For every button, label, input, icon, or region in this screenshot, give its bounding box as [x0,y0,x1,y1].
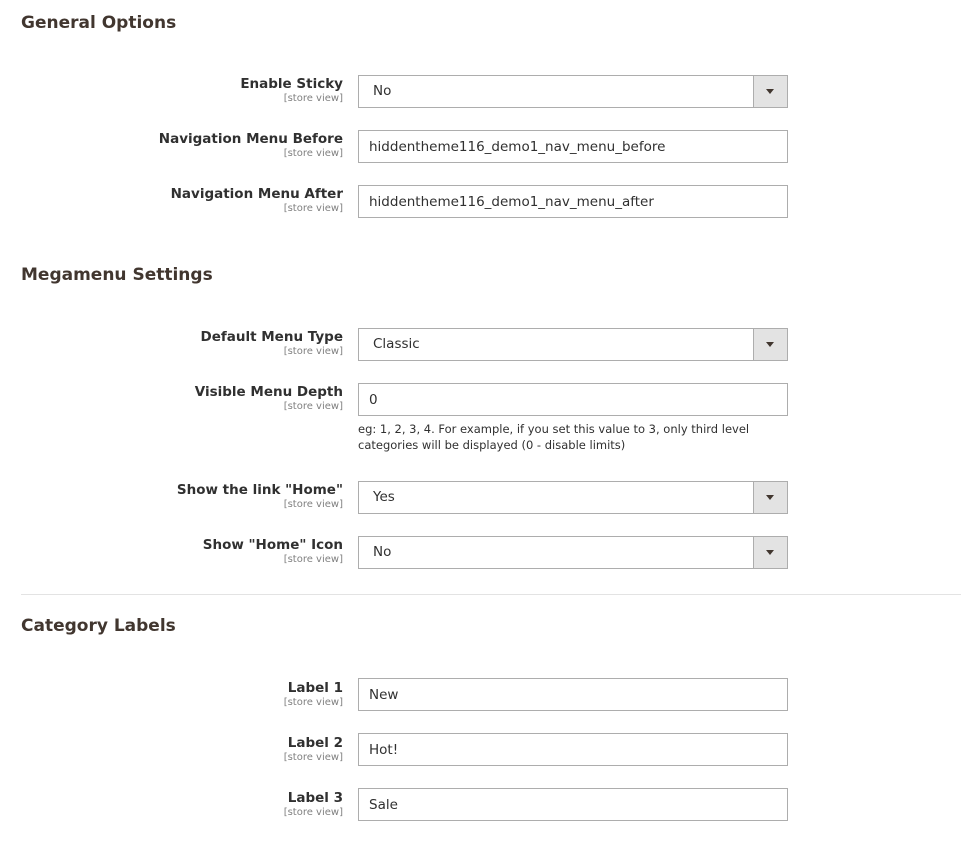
enable-sticky-label [240,76,343,105]
scope-label: [store view] [283,148,343,159]
visible-menu-depth-input[interactable] [358,383,788,416]
select-value: No [373,544,392,560]
label-3-input[interactable] [358,788,788,821]
scope-label: [store view] [283,346,343,357]
field-label-text: Visible Menu Depth [194,384,343,400]
section-title-category-labels: Category Labels [21,616,176,636]
field-label-text: Label 3 [287,790,343,806]
show-home-link-label [177,482,343,511]
field-label-text: Default Menu Type [200,329,343,345]
nav-menu-after-label [171,186,343,215]
section-title-megamenu-settings: Megamenu Settings [21,265,213,285]
label-3-label [284,790,343,819]
field-label-text: Enable Sticky [240,76,343,92]
section-title-general-options: General Options [21,13,177,33]
dropdown-toggle[interactable] [753,537,787,568]
nav-menu-before-input[interactable] [358,130,788,163]
label-1-label [284,680,343,709]
field-label-text: Label 2 [287,735,343,751]
chevron-down-icon [766,89,774,94]
default-menu-type-select[interactable] [358,328,788,361]
scope-label: [store view] [283,807,343,818]
select-value: Yes [373,489,395,505]
label-2-input[interactable] [358,733,788,766]
show-home-link-select[interactable] [358,481,788,514]
scope-label: [store view] [283,554,343,565]
show-home-icon-select[interactable] [358,536,788,569]
dropdown-toggle[interactable] [753,482,787,513]
label-1-input[interactable] [358,678,788,711]
default-menu-type-label [201,329,343,358]
scope-label: [store view] [283,499,343,510]
label-2-label [284,735,343,764]
field-label-text: Show the link "Home" [176,482,343,498]
field-label-text: Navigation Menu Before [158,131,343,147]
scope-label: [store view] [283,752,343,763]
scope-label: [store view] [283,93,343,104]
enable-sticky-select[interactable] [358,75,788,108]
nav-menu-before-label [159,131,343,160]
field-label-text: Navigation Menu After [170,186,343,202]
nav-menu-after-input[interactable] [358,185,788,218]
scope-label: [store view] [283,401,343,412]
dropdown-toggle[interactable] [753,76,787,107]
menu-depth-note: eg: 1, 2, 3, 4. For example, if you set this value to 3, only third level categories will be displayed (0 - disable limits) [358,422,750,452]
chevron-down-icon [766,550,774,555]
field-label-text: Show "Home" Icon [202,537,343,553]
visible-menu-depth-label [195,384,343,413]
scope-label: [store view] [283,203,343,214]
section-divider [21,594,961,595]
scope-label: [store view] [283,697,343,708]
chevron-down-icon [766,495,774,500]
show-home-icon-label [203,537,343,566]
select-value: Classic [373,336,420,352]
chevron-down-icon [766,342,774,347]
field-label-text: Label 1 [287,680,343,696]
dropdown-toggle[interactable] [753,329,787,360]
select-value: No [373,83,392,99]
